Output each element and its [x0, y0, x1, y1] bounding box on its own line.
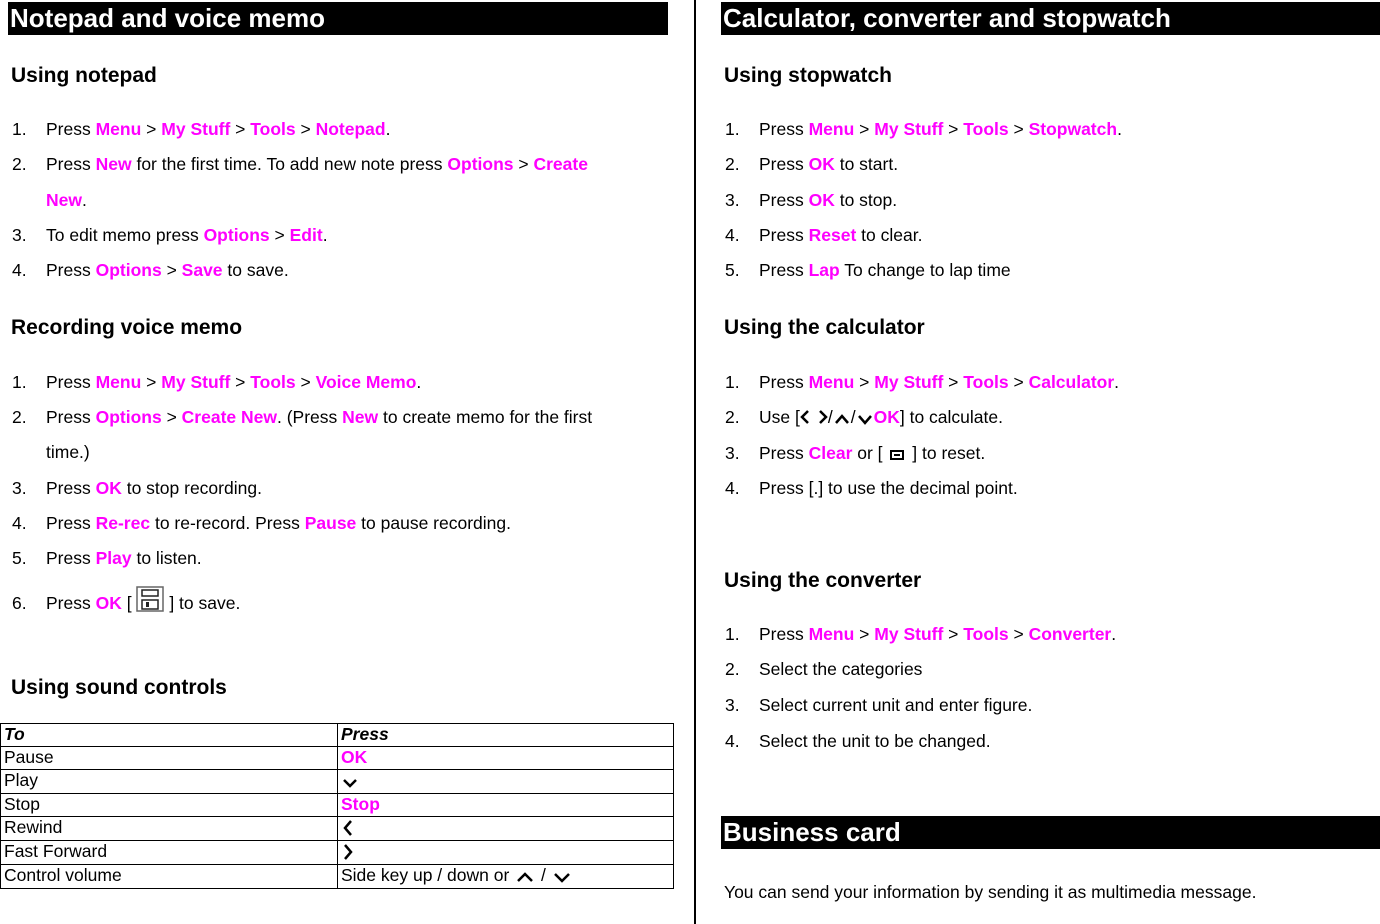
stopwatch-step-3: 3. Press OK to stop.: [725, 190, 898, 210]
save-icon: [136, 586, 164, 617]
voice-step-1: 1. Press Menu > My Stuff > Tools > Voice Memo.: [12, 372, 422, 392]
stopwatch-step-4: 4. Press Reset to clear.: [725, 225, 923, 245]
cell-to: Control volume: [1, 865, 338, 889]
cell-press: [338, 817, 674, 841]
right-column: [721, 0, 1380, 902]
up-arrow-icon: [514, 868, 536, 888]
sound-controls-table: [0, 723, 674, 889]
right-arrow-icon: [341, 842, 355, 864]
heading-using-converter: Using the converter: [724, 569, 922, 592]
table-row: [1, 865, 674, 889]
stopwatch-step-2: 2. Press OK to start.: [725, 154, 899, 174]
voice-step-6: 6. Press OK [ ] to save.: [12, 586, 240, 617]
table-row: [1, 794, 674, 817]
column-divider: [694, 0, 696, 924]
heading-using-notepad: Using notepad: [11, 64, 157, 87]
converter-step-4: 4. Select the unit to be changed.: [725, 731, 991, 751]
left-column: [4, 0, 674, 885]
table-row: [1, 817, 674, 841]
converter-step-3: 3. Select current unit and enter figure.: [725, 695, 1033, 715]
heading-using-sound-controls: Using sound controls: [11, 676, 227, 699]
stopwatch-step-5: 5. Press Lap To change to lap time: [725, 260, 1011, 280]
heading-using-calculator: Using the calculator: [724, 316, 925, 339]
table-row: [1, 747, 674, 770]
notepad-step-2-cont: New.: [46, 190, 87, 210]
table-row: [1, 770, 674, 794]
voice-step-4: 4. Press Re-rec to re-record. Press Pause to pause recording.: [12, 513, 511, 533]
business-card-text: You can send your information by sending it as multimedia message.: [724, 882, 1257, 902]
voice-step-2-cont: time.): [46, 442, 90, 462]
notepad-step-1: 1. Press Menu > My Stuff > Tools > Notepad.: [12, 119, 391, 139]
left-arrow-icon: [341, 818, 355, 840]
cell-to: Rewind: [1, 817, 338, 841]
left-right-arrow-icon: [800, 408, 828, 431]
clear-key-icon: [887, 445, 907, 467]
heading-recording-voice-memo: Recording voice memo: [11, 316, 243, 339]
notepad-step-2: 2. Press New for the first time. To add new note press Options > Create: [12, 154, 588, 174]
down-arrow-icon: [341, 773, 359, 793]
cell-to: Play: [1, 770, 338, 794]
stopwatch-step-1: 1. Press Menu > My Stuff > Tools > Stopwatch.: [725, 119, 1122, 139]
notepad-step-4: 4. Press Options > Save to save.: [12, 260, 289, 280]
converter-step-1: 1. Press Menu > My Stuff > Tools > Converter.: [725, 624, 1117, 644]
down-arrow-icon: [856, 409, 874, 431]
cell-to: Pause: [1, 747, 338, 770]
cell-to: Stop: [1, 794, 338, 817]
voice-step-5: 5. Press Play to listen.: [12, 548, 202, 568]
cell-to: Fast Forward: [1, 841, 338, 865]
up-arrow-icon: [833, 409, 851, 431]
calculator-step-4: 4. Press [.] to use the decimal point.: [725, 478, 1018, 498]
notepad-step-3: 3. To edit memo press Options > Edit.: [12, 225, 328, 245]
section-banner-business-card: Business card: [721, 816, 1380, 849]
calculator-step-1: 1. Press Menu > My Stuff > Tools > Calculator.: [725, 372, 1120, 392]
calculator-step-3: 3. Press Clear or [ ] to reset.: [725, 442, 985, 467]
table-row: [1, 841, 674, 865]
down-arrow-icon: [551, 868, 573, 888]
cell-press: [338, 770, 674, 794]
converter-step-2: 2. Select the categories: [725, 659, 923, 679]
section-banner-calculator-converter-stopwatch: Calculator, converter and stopwatch: [721, 2, 1380, 35]
cell-press: [338, 841, 674, 865]
heading-using-stopwatch: Using stopwatch: [724, 64, 893, 87]
col-header-to: To: [1, 724, 338, 747]
cell-press: Stop: [338, 794, 674, 817]
table-header-row: [1, 724, 674, 747]
voice-step-2: 2. Press Options > Create New. (Press New to create memo for the first: [12, 407, 593, 427]
calculator-step-2: 2. Use [ / / OK] to calculate.: [725, 406, 1003, 431]
voice-step-3: 3. Press OK to stop recording.: [12, 478, 262, 498]
col-header-press: Press: [338, 724, 674, 747]
section-banner-notepad-voice-memo: Notepad and voice memo: [8, 2, 668, 35]
cell-press: OK: [338, 747, 674, 770]
cell-press: Side key up / down or /: [338, 865, 674, 889]
